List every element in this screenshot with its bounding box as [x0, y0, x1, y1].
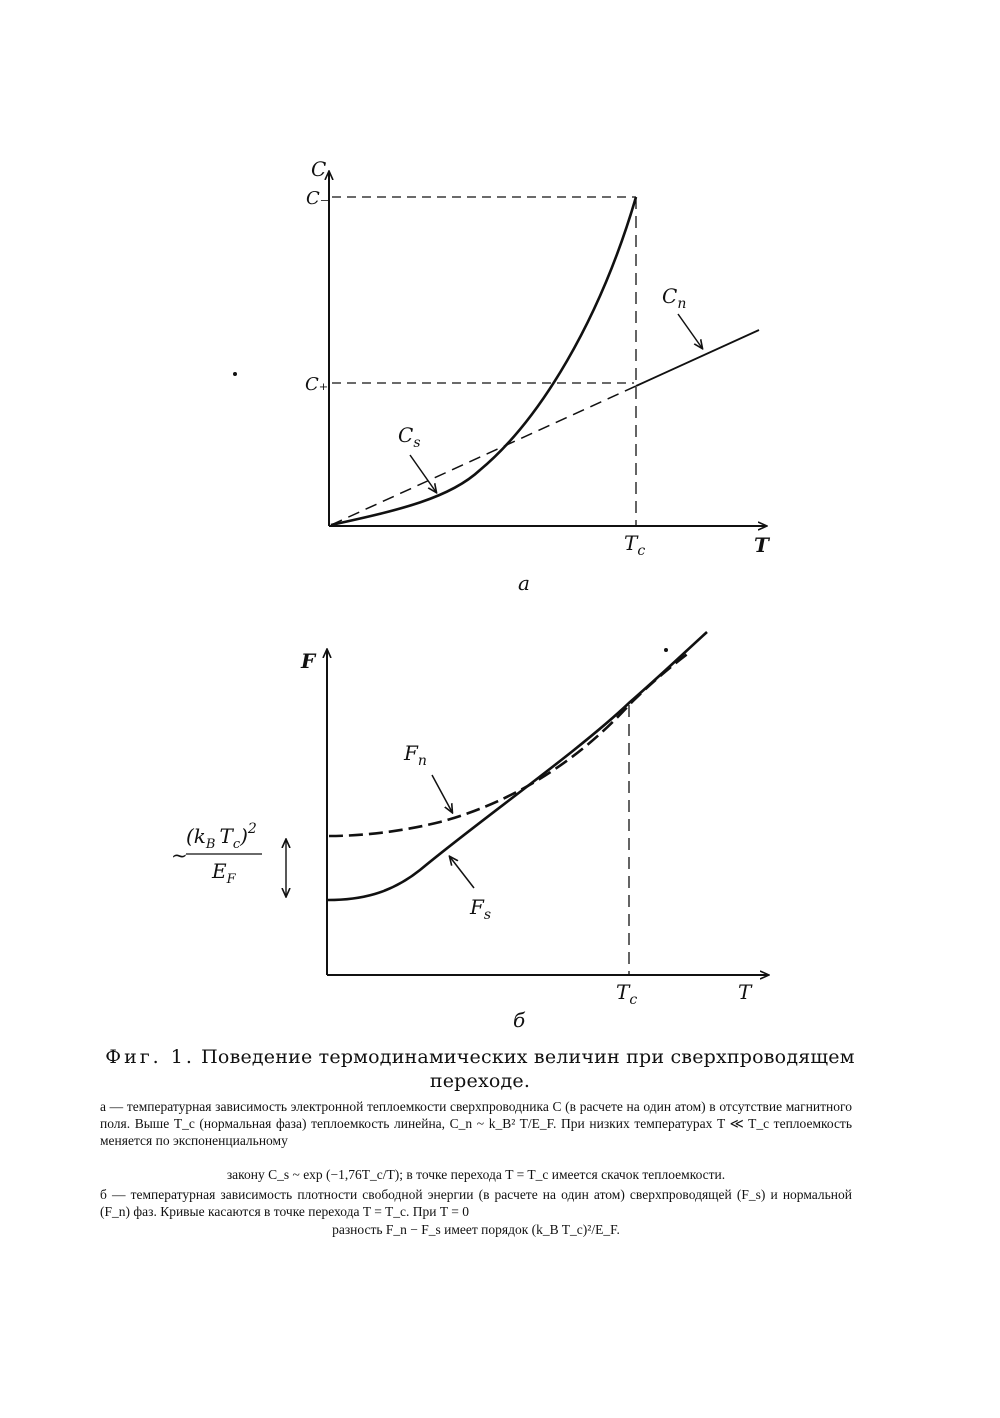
panel-b-letter: б — [513, 1008, 526, 1032]
caption-note-b-end: разность F_n − F_s имеет порядок (k_B T_c)²/E_F. — [332, 1222, 620, 1237]
scan-dot — [233, 372, 237, 376]
scan-dot-b — [664, 648, 668, 652]
caption-note-a-end: закону C_s ~ exp (−1,76T_c/T); в точке перехода T = T_c имеется скачок теплоемкости. — [226, 1167, 726, 1182]
fn-curve — [329, 652, 690, 836]
caption-note-b: б — температурная зависимость плотности свободной энергии (в расчете на один атом) сверхпроводящей (F_s) и нормальной (F_n) фаз. Кривые касаются в точке перехода T = T_c. При T = 0 — [100, 1187, 852, 1219]
panel-b-x-label: T — [738, 980, 752, 1004]
fn-pointer-arrow — [432, 775, 452, 812]
panel-a-c-minus-label: C₋ — [306, 188, 330, 209]
panel-a-tc-label: $T_c$ — [624, 531, 646, 559]
cn-dashed-extrapolation — [331, 386, 636, 525]
panel-b-chart — [171, 632, 768, 1032]
cs-curve — [331, 197, 636, 525]
gap-numerator: ($k_B$ $T_c)^2$ — [186, 821, 257, 852]
fs-pointer-arrow — [450, 857, 474, 888]
panel-a-letter: a — [518, 571, 530, 595]
fn-curve-label: $F_n$ — [404, 741, 427, 769]
cs-pointer-arrow — [410, 455, 436, 492]
gap-denominator: $E_F$ — [212, 859, 236, 887]
fs-curve-label: $F_s$ — [470, 895, 492, 923]
gap-tilde: ~ — [171, 843, 188, 867]
cs-curve-label: $C_s$ — [398, 423, 421, 451]
panel-a-c-plus-label: C₊ — [305, 374, 329, 395]
panel-b-y-label: F — [301, 649, 316, 673]
panel-a-chart — [305, 157, 771, 595]
panel-b-tc-label: $T_c$ — [616, 980, 638, 1008]
figure-number: Фиг. 1. — [105, 1046, 195, 1068]
panel-a-x-label: T — [754, 533, 769, 557]
figure-title: Поведение термодинамических величин при сверхпроводящем переходе. — [201, 1046, 855, 1092]
cn-line — [636, 330, 759, 386]
panel-a-y-label: C — [311, 157, 327, 181]
caption-note-a: а — температурная зависимость электронной теплоемкости сверхпроводника C (в расчете на один атом) в отсутствие магнитного поля. Выше T_c (нормальная фаза) теплоемкость линейна, C_n ~ k_B² T/E_F. При низких температурах T ≪ T_c теплоемкость меняется по экспоненциальному — [100, 1099, 852, 1148]
cn-curve-label: $C_n$ — [662, 284, 687, 312]
fs-curve — [328, 632, 707, 900]
cn-pointer-arrow — [678, 314, 702, 348]
figure-caption-title — [100, 1045, 860, 1093]
